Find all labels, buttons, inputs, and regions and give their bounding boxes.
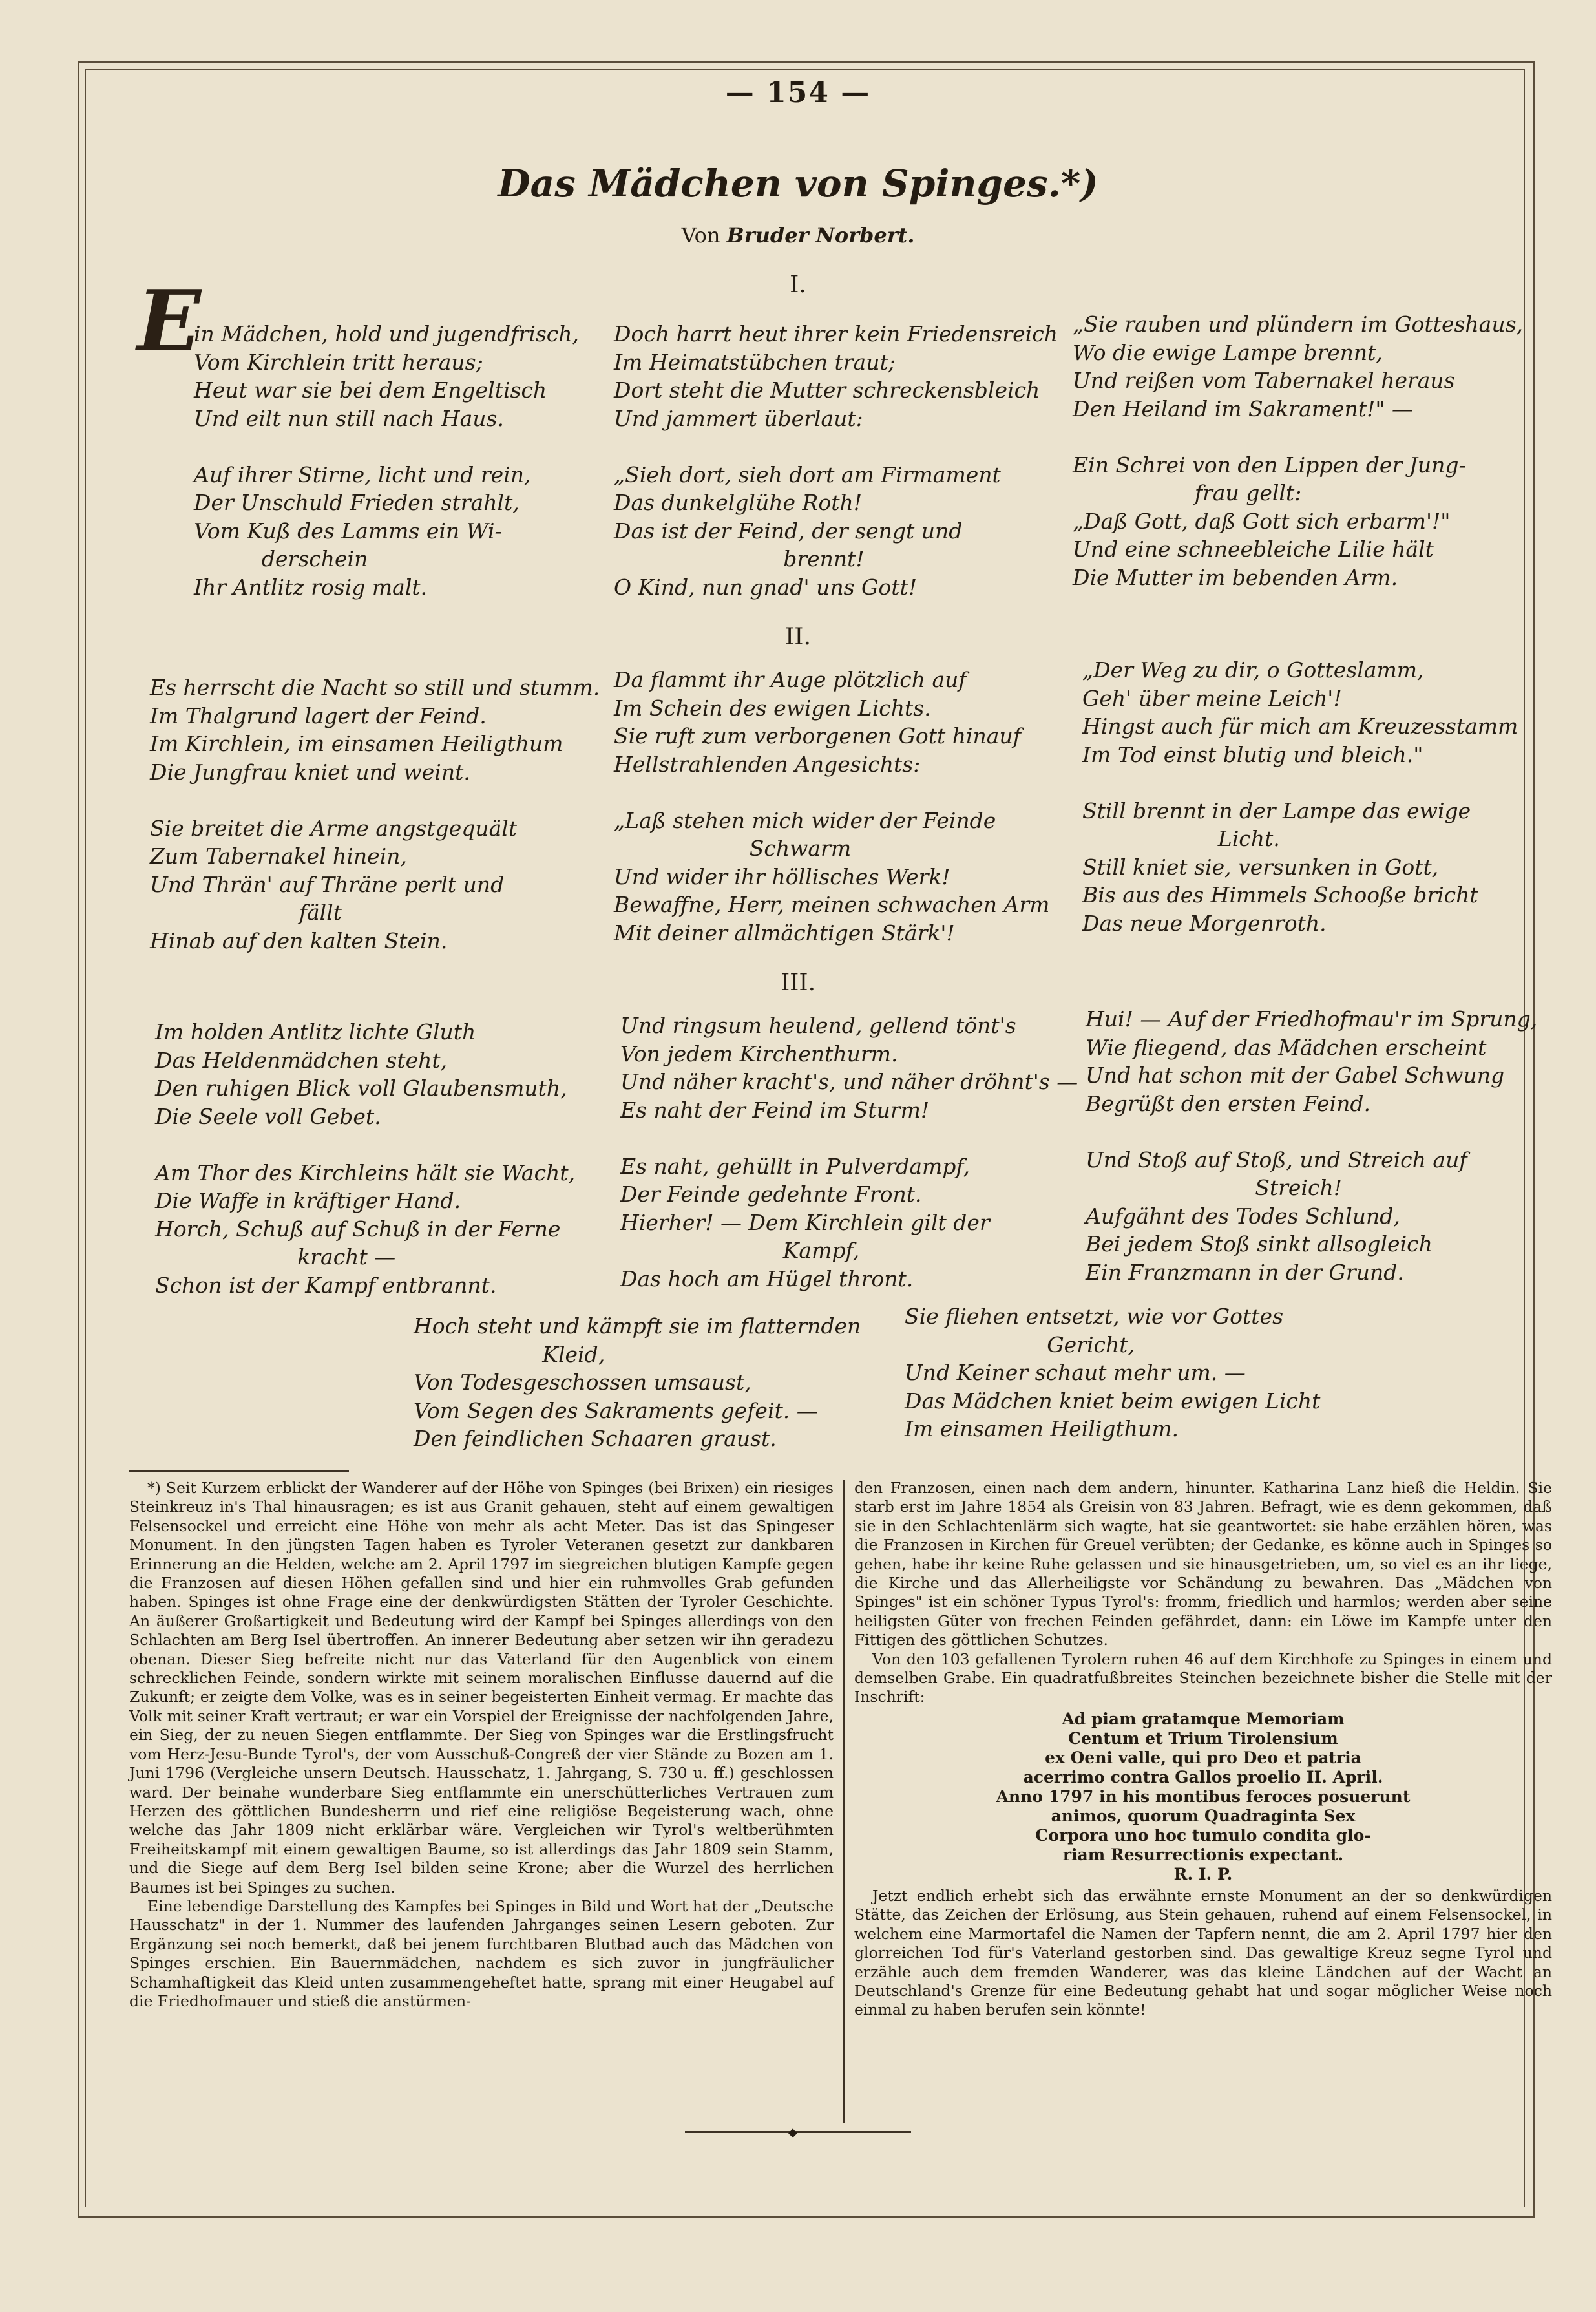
poem-s1-col1: in Mädchen, hold und jugendfrisch, Vom Kirchlein tritt heraus; Heut war sie bei dem Engeltisch Und eilt nun still nach Haus. Auf ihrer Stirne, licht und rein, Der Unschuld Frieden strahlt, Vom Kuß des Lamms ein Wi- derschein Ihr Antlitz rosig malt. bbox=[194, 321, 580, 600]
footnote-column-divider bbox=[843, 1480, 845, 2123]
footnote-paragraph: Jetzt endlich erhebt sich das erwähnte ernste Monument an der so denkwürdigen Stätte, das Zeichen der Erlösung, aus Stein gehauen, ruhend auf einem Felsensockel, in welchem eine Marmortafel die Namen der Tapfern nennt, die am 2. April 1797 hier den glorreichen Tod für's Vaterland gestorben sind. Das gewaltige Kreuz segne Tyrol und erzähle auch dem fremden Wanderer, was das kleine Ländchen auf der Wacht an Deutschland's Grenze für eine Bedeutung gehabt hat und sogar möglicher Weise noch einmal zu haben berufen sein könnte! bbox=[854, 1886, 1552, 2019]
poem-s2-col3: „Der Weg zu dir, o Gotteslamm, Geh' über meine Leich'! Hingst auch für mich am Kreuzesstamm Im Tod einst blutig und bleich." Still brennt in der Lampe das ewige Licht. Still kniet sie, versunken in Gott, Bis aus des Himmels Schooße bricht Das neue Morgenroth. bbox=[1082, 657, 1518, 936]
author-name: Bruder Norbert. bbox=[726, 223, 915, 248]
footnote-left-column bbox=[129, 1479, 834, 2011]
byline-prefix: Von bbox=[681, 223, 720, 248]
footnote-paragraph: *) Seit Kurzem erblickt der Wanderer auf der Höhe von Spinges (bei Brixen) ein riesiges Steinkreuz in's Thal hinausragen; es ist aus Granit gehauen, steht auf einem gewaltigen Felsensockel und erreicht eine Höhe von mehr als acht Meter. Das ist das Spingeser Monument. In den jüngsten Tagen haben es Tyroler Veteranen gesetzt zur dankbaren Erinnerung an die Helden, welche am 2. April 1797 im siegreichen blutigen Kampfe gegen die Franzosen auf diesen Höhen gefallen sind und hier ein ruhmvolles Grab gefunden haben. Spinges ist ohne Frage eine der denkwürdigsten Stätten der Tyroler Geschichte. An äußerer Großartigkeit und Bedeutung wird der Kampf bei Spinges allerdings von den Schlachten am Berg Isel übertroffen. An innerer Bedeutung aber setzen wir ihn geradezu obenan. Dieser Sieg befreite nicht nur das Vaterland für den Augenblick von einem schrecklichen Feinde, sondern wirkte mit seinem moralischen Einflusse dauernd auf die Zukunft; er zeigte dem Volke, was es in seiner begeisterten Einheit vermag. Er machte das Volk mit seiner Kraft vertraut; er war ein Vorspiel der Ereignisse der nachfolgenden Jahre, ein Sieg, der zu neuen Siegen entflammte. Der Sieg von Spinges war die Erstlingsfrucht vom Herz-Jesu-Bunde Tyrol's, der vom Ausschuß-Congreß der vier Stände zu Bozen am 1. Juni 1796 (Vergleiche unsern Deutsch. Hausschatz, 1. Jahrgang, S. 730 u. ff.) geschlossen ward. Der beinahe wunderbare Sieg entflammte ein unerschütterliches Vertrauen zum Herzen des göttlichen Bundesherrn und rief eine religiöse Begeisterung wach, ohne welche das Jahr 1809 nicht erklärbar wäre. Vergleichen wir Tyrol's weltberühmten Freiheitskampf mit einem gewaltigen Baume, so ist allerdings das Jahr 1809 sein Stamm, und die Siege auf dem Berg Isel bilden seine Krone; aber die Wurzel des herrlichen Baumes ist bei Spinges zu suchen. bbox=[129, 1479, 834, 1896]
footnote-right-column bbox=[854, 1479, 1552, 2020]
footnote-paragraph: Von den 103 gefallenen Tyrolern ruhen 46 auf dem Kirchhofe zu Spinges in einem und demselben Grabe. Ein quadratfußbreites Steinchen bezeichnete bisher die Stelle mit der Inschrift: bbox=[854, 1649, 1552, 1706]
footnote-paragraph: den Franzosen, einen nach dem andern, hinunter. Katharina Lanz hieß die Heldin. Sie starb erst im Jahre 1854 als Greisin von 83 Jahren. Befragt, wie es denn gekommen, daß sie in den Schlachtenlärm sich wagte, hat sie geantwortet: sie habe erzählen hören, was die Franzosen in Kirchen für Greuel verübten; der Gedanke, es könne auch in Spinges so gehen, habe ihr keine Ruhe gelassen und sie hinausgetrieben, um, so viel es an ihr liege, die Kirche und das Allerheiligste vor Schändung zu bewahren. Das „Mädchen von Spinges" ist ein schöner Typus Tyrol's: fromm, friedlich und harmlos; werden aber seine heiligsten Güter von frechen Feinden gefährdet, dann: ein Löwe im Kampfe unter den Fittigen des göttlichen Schutzes. bbox=[854, 1479, 1552, 1649]
drop-cap: E bbox=[137, 271, 202, 370]
poem-s3-col1: Im holden Antlitz lichte Gluth Das Heldenmädchen steht, Den ruhigen Blick voll Glaubensmuth, Die Seele voll Gebet. Am Thor des Kirchleins hält sie Wacht, Die Waffe in kräftiger Hand. Horch, Schuß auf Schuß in der Ferne kracht — Schon ist der Kampf entbrannt. bbox=[155, 1019, 576, 1298]
poem-title: Das Mädchen von Spinges.*) bbox=[498, 162, 1098, 206]
latin-inscription: Ad piam gratamque Memoriam Centum et Trium Tirolensium ex Oeni valle, qui pro Deo et patria acerrimo contra Gallos proelio II. April. Anno 1797 in his montibus feroces posuerunt animos, quorum Quadraginta Sex Corpora uno hoc tumulo condita glo- riam Resurrectionis expectant. R. I. P. bbox=[996, 1709, 1411, 1883]
poem-s3-col3: Hui! — Auf der Friedhofmau'r im Sprung, Wie fliegend, das Mädchen erscheint Und hat schon mit der Gabel Schwung Begrüßt den ersten Feind. Und Stoß auf Stoß, und Streich auf Streich! Aufgähnt des Todes Schlund, Bei jedem Stoß sinkt allsogleich Ein Franzmann in der Grund. bbox=[1086, 1006, 1538, 1285]
poem-final-col2: Sie fliehen entsetzt, wie vor Gottes Gericht, Und Keiner schaut mehr um. — Das Mädchen kniet beim ewigen Licht Im einsamen Heiligthum. bbox=[905, 1304, 1321, 1441]
poem-s3-col2: Und ringsum heulend, gellend tönt's Von jedem Kirchenthurm. Und näher kracht's, und näher dröhnt's — Es naht der Feind im Sturm! Es naht, gehüllt in Pulverdampf, Der Feinde gedehnte Front. Hierher! — Dem Kirchlein gilt der Kampf, Das hoch am Hügel thront. bbox=[620, 1013, 1078, 1291]
footnote-paragraph: Eine lebendige Darstellung des Kampfes bei Spinges in Bild und Wort hat der „Deutsche Hausschatz" in der 1. Nummer des laufenden Jahrganges seinen Lesern geboten. Zur Ergänzung sei noch bemerkt, daß bei jenem furchtbaren Blutbad auch das Mädchen von Spinges erschien. Ein Bauernmädchen, nachdem es sich zuvor in jungfräulicher Schamhaftigkeit das Kleid unten zusammengeheftet hatte, sprang mit einer Heugabel auf die Friedhofmauer und stieß die anstürmen- bbox=[129, 1896, 834, 2010]
section-heading-1: I. bbox=[790, 271, 806, 298]
poem-final-col1: Hoch steht und kämpft sie im flatternden Kleid, Von Todesgeschossen umsaust, Vom Segen des Sakraments gefeit. — Den feindlichen Schaaren graust. bbox=[414, 1313, 861, 1451]
end-ornament-icon: ◆ bbox=[788, 2126, 797, 2139]
poem-s2-col2: Da flammt ihr Auge plötzlich auf Im Schein des ewigen Lichts. Sie ruft zum verborgenen Gott hinauf Hellstrahlenden Angesichts: „Laß stehen mich wider der Feinde Schwarm Und wider ihr höllisches Werk! Bewaffne, Herr, meinen schwachen Arm Mit deiner allmächtigen Stärk'! bbox=[614, 667, 1050, 946]
footnote-rule bbox=[129, 1470, 349, 1472]
page-number: — 154 — bbox=[725, 76, 871, 109]
section-heading-2: II. bbox=[785, 624, 811, 650]
poem-s2-col1: Es herrscht die Nacht so still und stumm. Im Thalgrund lagert der Feind. Im Kirchlein, im einsamen Heiligthum Die Jungfrau kniet und weint. Sie breitet die Arme angstgequält Zum Tabernakel hinein, Und Thrän' auf Thräne perlt und fällt Hinab auf den kalten Stein. bbox=[150, 675, 600, 953]
section-heading-3: III. bbox=[780, 970, 816, 996]
poem-s1-col3: „Sie rauben und plündern im Gotteshaus, Wo die ewige Lampe brennt, Und reißen vom Tabernakel heraus Den Heiland im Sakrament!" — Ein Schrei von den Lippen der Jung- frau gellt: „Daß Gott, daß Gott sich erbarm'!" Und eine schneebleiche Lilie hält Die Mutter im bebenden Arm. bbox=[1073, 312, 1524, 590]
poem-s1-col2: Doch harrt heut ihrer kein Friedensreich Im Heimatstübchen traut; Dort steht die Mutter schreckensbleich Und jammert überlaut: „Sieh dort, sieh dort am Firmament Das dunkelglühe Roth! Das ist der Feind, der sengt und brennt! O Kind, nun gnad' uns Gott! bbox=[614, 321, 1058, 600]
byline bbox=[0, 223, 1596, 248]
end-ornament-rule bbox=[685, 2126, 911, 2139]
